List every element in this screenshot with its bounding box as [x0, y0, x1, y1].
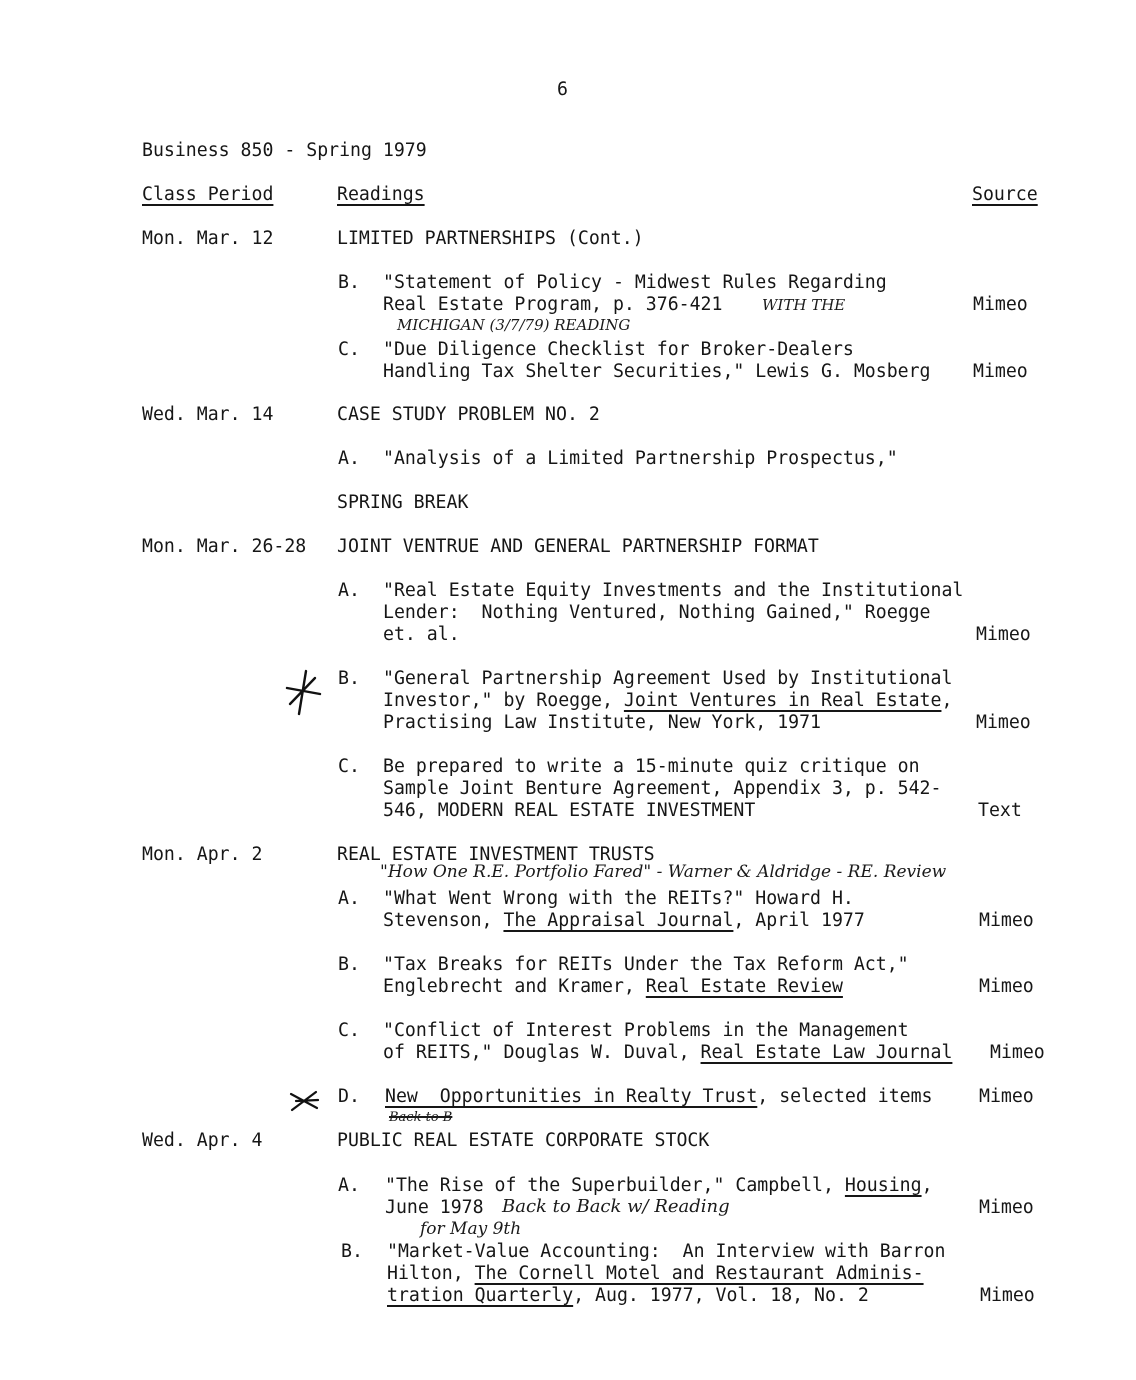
reading-line: Investor," by Roegge, Joint Ventures in Real Estate,: [383, 690, 953, 711]
source-label: Mimeo: [973, 361, 1028, 382]
journal-title: Real Estate Review: [645, 976, 843, 997]
reading-letter: A.: [338, 888, 360, 909]
source-label: Text: [978, 800, 1022, 821]
reading-line: Sample Joint Benture Agreement, Appendix 3, p. 542-: [383, 778, 942, 799]
reading-line: et. al.: [383, 624, 460, 645]
crossed-out-note: Back to B: [389, 1110, 453, 1125]
reading-letter: C.: [338, 339, 360, 360]
reading-line: June 1978: [385, 1197, 484, 1218]
reading-line: "The Rise of the Superbuilder," Campbell, Housing,: [385, 1175, 933, 1196]
publication-title: Housing: [844, 1175, 922, 1196]
header-class-period: Class Period: [142, 184, 274, 205]
source-label: Mimeo: [973, 294, 1028, 315]
reading-line: Lender: Nothing Ventured, Nothing Gained," Roegge: [383, 602, 931, 623]
reading-letter: A.: [338, 1175, 360, 1196]
reading-letter: C.: [338, 756, 360, 777]
source-label: Mimeo: [979, 976, 1034, 997]
journal-title: tration Quarterly: [387, 1285, 574, 1306]
journal-title: The Cornell Motel and Restaurant Adminis-: [474, 1263, 924, 1284]
reading-letter: B.: [338, 954, 360, 975]
reading-letter: B.: [338, 272, 360, 293]
publication-title: New Opportunities in Realty Trust: [385, 1086, 758, 1107]
journal-title: Real Estate Law Journal: [700, 1042, 953, 1063]
reading-line: 546, MODERN REAL ESTATE INVESTMENT: [383, 800, 756, 821]
handwritten-note: "How One R.E. Portfolio Fared" - Warner & Aldridge - RE. Review: [380, 862, 947, 882]
class-period: Wed. Mar. 14: [142, 404, 274, 425]
reading-line: "Analysis of a Limited Partnership Prospectus,": [383, 448, 898, 469]
asterisk-mark-icon: [288, 1086, 320, 1116]
reading-line: tration Quarterly, Aug. 1977, Vol. 18, No. 2: [387, 1285, 869, 1306]
source-label: Mimeo: [979, 1086, 1034, 1107]
reading-line: "Tax Breaks for REITs Under the Tax Reform Act,": [383, 954, 909, 975]
reading-letter: C.: [338, 1020, 360, 1041]
asterisk-mark-icon: [284, 668, 324, 716]
reading-line: "Due Diligence Checklist for Broker-Dealers: [383, 339, 854, 360]
class-period: Mon. Mar. 12: [142, 228, 274, 249]
class-period: Mon. Apr. 2: [142, 844, 263, 865]
reading-letter: B.: [341, 1241, 363, 1262]
topic-heading: PUBLIC REAL ESTATE CORPORATE STOCK: [337, 1130, 710, 1151]
handwritten-note: Back to Back w/ Reading: [502, 1196, 730, 1217]
source-label: Mimeo: [979, 910, 1034, 931]
page-number: 6: [557, 79, 568, 100]
topic-heading: LIMITED PARTNERSHIPS (Cont.): [337, 228, 644, 249]
reading-line: "What Went Wrong with the REITs?" Howard H.: [383, 888, 854, 909]
header-source: Source: [972, 184, 1038, 205]
class-period: Mon. Mar. 26-28: [142, 536, 307, 557]
reading-line: "Conflict of Interest Problems in the Management: [383, 1020, 909, 1041]
reading-line: Practising Law Institute, New York, 1971: [383, 712, 821, 733]
reading-letter: A.: [338, 448, 360, 469]
source-label: Mimeo: [976, 712, 1031, 733]
reading-line: Stevenson, The Appraisal Journal, April 1977: [383, 910, 865, 931]
reading-letter: A.: [338, 580, 360, 601]
journal-title: The Appraisal Journal: [503, 910, 734, 931]
header-readings: Readings: [337, 184, 425, 205]
reading-line: "Statement of Policy - Midwest Rules Regarding: [383, 272, 887, 293]
spring-break-heading: SPRING BREAK: [337, 492, 469, 513]
topic-heading: CASE STUDY PROBLEM NO. 2: [337, 404, 600, 425]
reading-line: New Opportunities in Realty Trust, selected items: [385, 1086, 933, 1107]
topic-heading: JOINT VENTRUE AND GENERAL PARTNERSHIP FORMAT: [337, 536, 819, 557]
reading-line: "Market-Value Accounting: An Interview with Barron: [387, 1241, 946, 1262]
topic-heading: REAL ESTATE INVESTMENT TRUSTS: [337, 844, 655, 865]
reading-line: Be prepared to write a 15-minute quiz critique on: [383, 756, 920, 777]
reading-line: Handling Tax Shelter Securities," Lewis G. Mosberg: [383, 361, 931, 382]
handwritten-note: for May 9th: [420, 1219, 522, 1239]
reading-line: "Real Estate Equity Investments and the Institutional: [383, 580, 964, 601]
reading-line: Englebrecht and Kramer, Real Estate Review: [383, 976, 843, 997]
book-title: Joint Ventures in Real Estate: [623, 690, 942, 711]
reading-letter: B.: [338, 668, 360, 689]
handwritten-note: MICHIGAN (3/7/79) READING: [397, 316, 631, 334]
reading-line: Hilton, The Cornell Motel and Restaurant Adminis-: [387, 1263, 924, 1284]
course-title: Business 850 - Spring 1979: [142, 140, 427, 161]
reading-line: of REITS," Douglas W. Duval, Real Estate Law Journal: [383, 1042, 953, 1063]
source-label: Mimeo: [979, 1197, 1034, 1218]
reading-letter: D.: [338, 1086, 360, 1107]
handwritten-note: WITH THE: [762, 296, 846, 314]
reading-line: Real Estate Program, p. 376-421: [383, 294, 723, 315]
source-label: Mimeo: [980, 1285, 1035, 1306]
reading-line: "General Partnership Agreement Used by Institutional: [383, 668, 953, 689]
source-label: Mimeo: [976, 624, 1031, 645]
source-label: Mimeo: [990, 1042, 1045, 1063]
class-period: Wed. Apr. 4: [142, 1130, 263, 1151]
